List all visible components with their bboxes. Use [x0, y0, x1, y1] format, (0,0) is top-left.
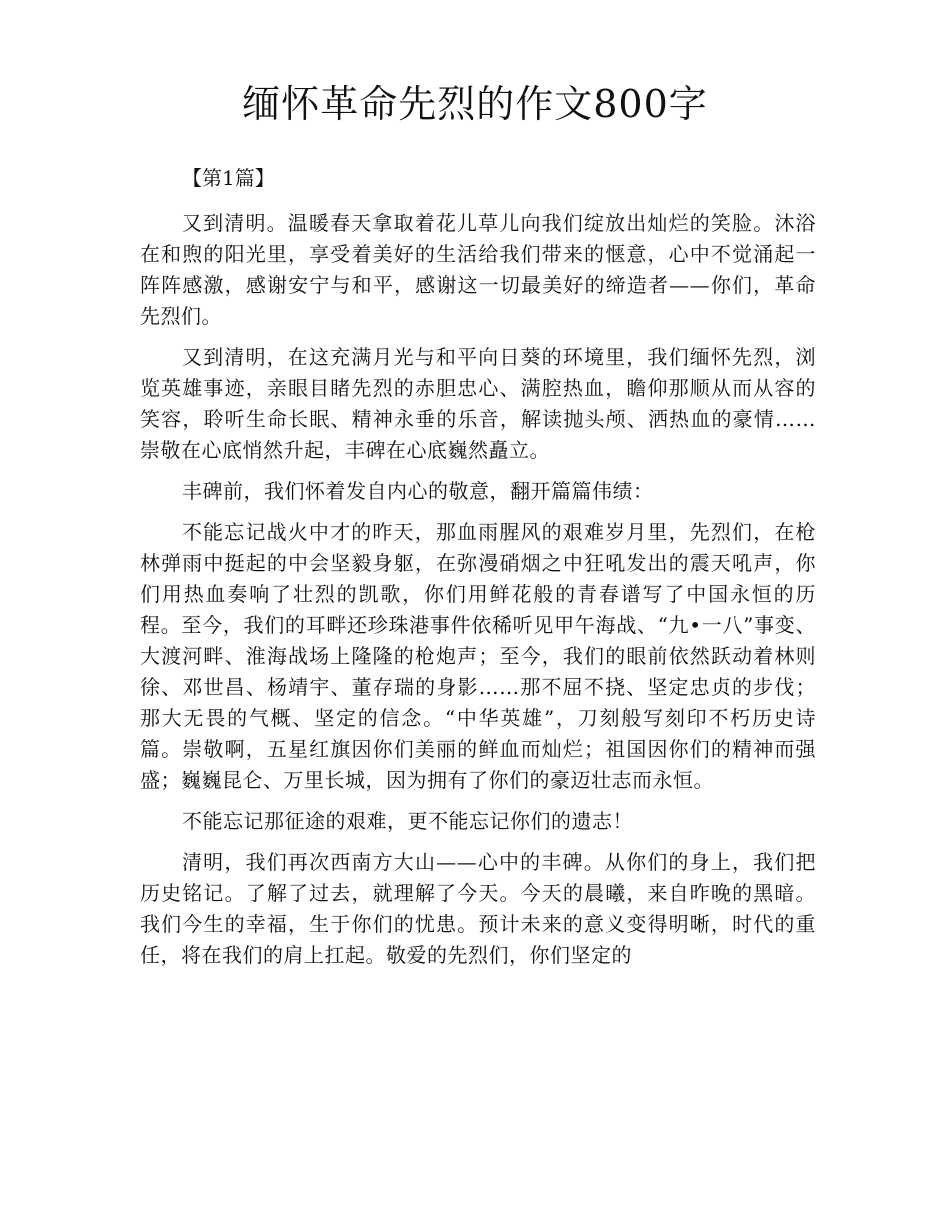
paragraph-2: 又到清明，在这充满月光与和平向日葵的环境里，我们缅怀先烈，浏览英雄事迹，亲眼目睹先烈的赤胆忠心、满腔热血，瞻仰那顺从而从容的笑容，聆听生命长眠、精神永垂的乐音，解读抛头颅、洒热血的豪情……崇敬在心底悄然升起，丰碑在心底巍然矗立。 [140, 345, 816, 462]
paragraph-3: 丰碑前，我们怀着发自内心的敬意，翻开篇篇伟绩： [182, 479, 654, 503]
paragraph-4: 不能忘记战火中才的昨天，那血雨腥风的艰难岁月里，先烈们，在枪林弹雨中挺起的中会坚毅身躯，在弥漫硝烟之中狂吼发出的震天吼声，你们用热血奏响了壮烈的凯歌，你们用鲜花般的青春谱写了中国永恒的历程。至今，我们的耳畔还珍珠港事件依稀听见甲午海战、“九•一八”事变、大渡河畔、淮海战场上隆隆的枪炮声；至今，我们的眼前依然跃动着林则徐、邓世昌、杨靖宇、董存瑞的身影……那不屈不挠、坚定忠贞的步伐；那大无畏的气概、坚定的信念。“中华英雄”，刀刻般写刻印不朽历史诗篇。崇敬啊，五星红旗因你们美丽的鲜血而灿烂；祖国因你们的精神而强盛；巍巍昆仑、万里长城，因为拥有了你们的豪迈壮志而永恒。 [140, 520, 816, 792]
paragraph-5: 不能忘记那征途的艰难，更不能忘记你们的遗志！ [182, 809, 633, 833]
document-body [140, 158, 816, 981]
paragraph-1: 又到清明。温暖春天拿取着花儿草儿向我们绽放出灿烂的笑脸。沐浴在和煦的阳光里，享受着美好的生活给我们带来的惬意，心中不觉涌起一阵阵感激，感谢安宁与和平，感谢这一切最美好的缔造者——你们，革命先烈们。 [140, 211, 816, 328]
section-heading: 【第1篇】 [182, 166, 275, 190]
document-title: 缅怀革命先烈的作文800字 [242, 82, 708, 126]
paragraph-6: 清明，我们再次西南方大山——心中的丰碑。从你们的身上，我们把历史铭记。了解了过去，就理解了今天。今天的晨曦，来自昨晚的黑暗。我们今生的幸福，生于你们的忧患。预计未来的意义变得明晰，时代的重任，将在我们的肩上扛起。敬爱的先烈们，你们坚定的 [140, 850, 816, 967]
